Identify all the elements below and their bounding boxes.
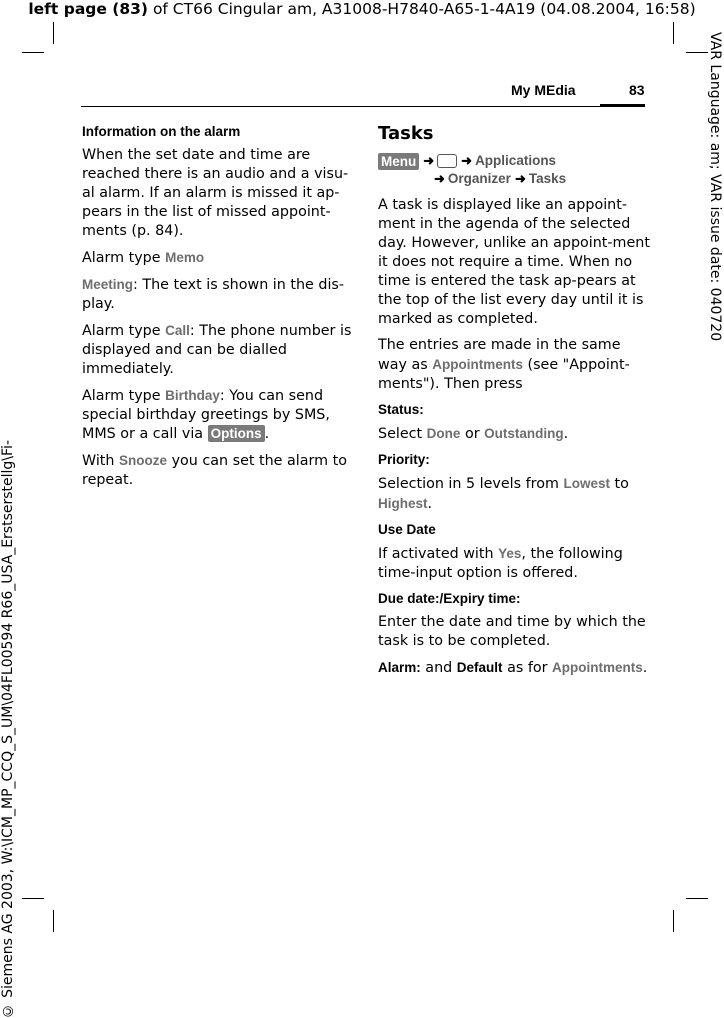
crop-mark xyxy=(22,898,44,899)
arrow-icon: ➜ xyxy=(423,153,435,168)
paragraph xyxy=(82,275,352,314)
tasks-title: Tasks xyxy=(378,123,434,144)
text: The entries are made in the same way as xyxy=(378,337,621,373)
crop-mark xyxy=(22,52,44,53)
text: Alarm type xyxy=(82,323,166,339)
text: : You can send special birthday greetings by SMS, MMS or a call via xyxy=(82,388,330,442)
priority-heading: Priority: xyxy=(378,452,430,467)
print-header-rest: of CT66 Cingular am, A31008-H7840-A65-1-4A19 (04.08.2004, 16:58) xyxy=(148,0,696,18)
text: . xyxy=(642,660,648,676)
keyword: Call xyxy=(165,323,190,338)
running-head-title: My MEdia xyxy=(511,82,576,98)
text: . xyxy=(264,426,270,442)
paragraph xyxy=(82,321,352,379)
text: as for xyxy=(502,660,553,676)
text: Alarm type xyxy=(82,388,166,404)
text: (see "Appoint-ments"). Then press xyxy=(378,357,630,392)
print-header xyxy=(0,0,724,18)
text: . xyxy=(427,496,433,512)
left-column xyxy=(82,123,352,497)
path-step-applications: Applications xyxy=(475,153,557,168)
side-text-right: VAR Language: am; VAR issue date: 040720 xyxy=(707,32,723,342)
status-heading: Status: xyxy=(378,402,424,417)
text: With xyxy=(82,453,120,469)
text: . xyxy=(563,426,569,442)
paragraph xyxy=(82,386,352,444)
keyword: Yes xyxy=(498,546,522,561)
paragraph: A task is displayed like an appoint-ment in the agenda of the selected day. However, unlike an appoint-ment it does not require a time. When no time is entered the task ap-pears at the top of the list every day until it is marked as completed. xyxy=(378,197,650,327)
right-column xyxy=(378,123,650,685)
paragraph xyxy=(378,424,650,444)
text: to xyxy=(609,476,629,492)
arrow-icon: ➜ xyxy=(514,171,526,186)
page-number: 83 xyxy=(629,82,645,98)
paragraph xyxy=(82,248,352,268)
text: : The text is shown in the dis-play. xyxy=(82,277,345,312)
arrow-icon: ➜ xyxy=(434,171,445,186)
due-date-heading: Due date:/Expiry time: xyxy=(378,591,521,606)
paragraph xyxy=(378,658,650,678)
text: you can set the alarm to repeat. xyxy=(82,453,347,488)
default-label: Default xyxy=(456,660,503,675)
path-step-tasks: Tasks xyxy=(528,171,567,186)
paragraph xyxy=(378,474,650,514)
menu-softkey: Menu xyxy=(378,153,419,170)
keyword: Meeting xyxy=(82,277,134,292)
keyword: Memo xyxy=(165,250,205,265)
paragraph xyxy=(82,451,352,490)
keyword: Lowest xyxy=(563,476,610,491)
navigation-key-icon xyxy=(437,154,457,168)
text: Alarm type xyxy=(82,250,166,266)
paragraph: When the set date and time are reached there is an audio and a visu-al alarm. If an alarm is missed it ap-pears in the list of missed appoint-ments (p. 84). xyxy=(82,147,349,239)
paragraph xyxy=(378,544,650,583)
text: and xyxy=(420,660,457,676)
text: Select xyxy=(378,426,427,442)
header-rule-accent xyxy=(600,104,645,107)
keyword: Appointments xyxy=(432,357,523,372)
text: , the following time-input option is offered. xyxy=(378,546,623,581)
keyword: Birthday xyxy=(165,388,220,403)
text: or xyxy=(460,426,485,442)
section-heading: Information on the alarm xyxy=(82,124,241,139)
alarm-label: Alarm: xyxy=(378,660,421,675)
side-text-left: © Siemens AG 2003, W:\ICM_MP_CCQ_S_UM\04FL00594 R66_USA_Erstserstellg\Fi- xyxy=(0,440,16,1018)
crop-mark xyxy=(686,52,708,53)
options-softkey: Options xyxy=(208,425,265,442)
text: Selection in 5 levels from xyxy=(378,476,564,492)
crop-mark xyxy=(686,898,708,899)
keyword: Outstanding xyxy=(484,426,564,441)
crop-mark xyxy=(673,22,674,44)
paragraph xyxy=(378,336,650,394)
print-header-bold: left page (83) xyxy=(28,0,149,18)
menu-path xyxy=(378,152,650,188)
paragraph: Enter the date and time by which the task is to be completed. xyxy=(378,614,646,649)
crop-mark xyxy=(673,910,674,932)
arrow-icon: ➜ xyxy=(461,153,473,168)
keyword: Done xyxy=(426,426,461,441)
keyword: Highest xyxy=(378,496,428,511)
keyword: Appointments xyxy=(552,660,643,675)
header-rule xyxy=(81,106,645,107)
crop-mark xyxy=(53,22,54,44)
use-date-heading: Use Date xyxy=(378,522,436,537)
path-step-organizer: Organizer xyxy=(447,171,511,186)
text: If activated with xyxy=(378,546,499,562)
text: : The phone number is displayed and can be dialled immediately. xyxy=(82,323,352,377)
keyword: Snooze xyxy=(119,453,168,468)
crop-mark xyxy=(53,910,54,932)
